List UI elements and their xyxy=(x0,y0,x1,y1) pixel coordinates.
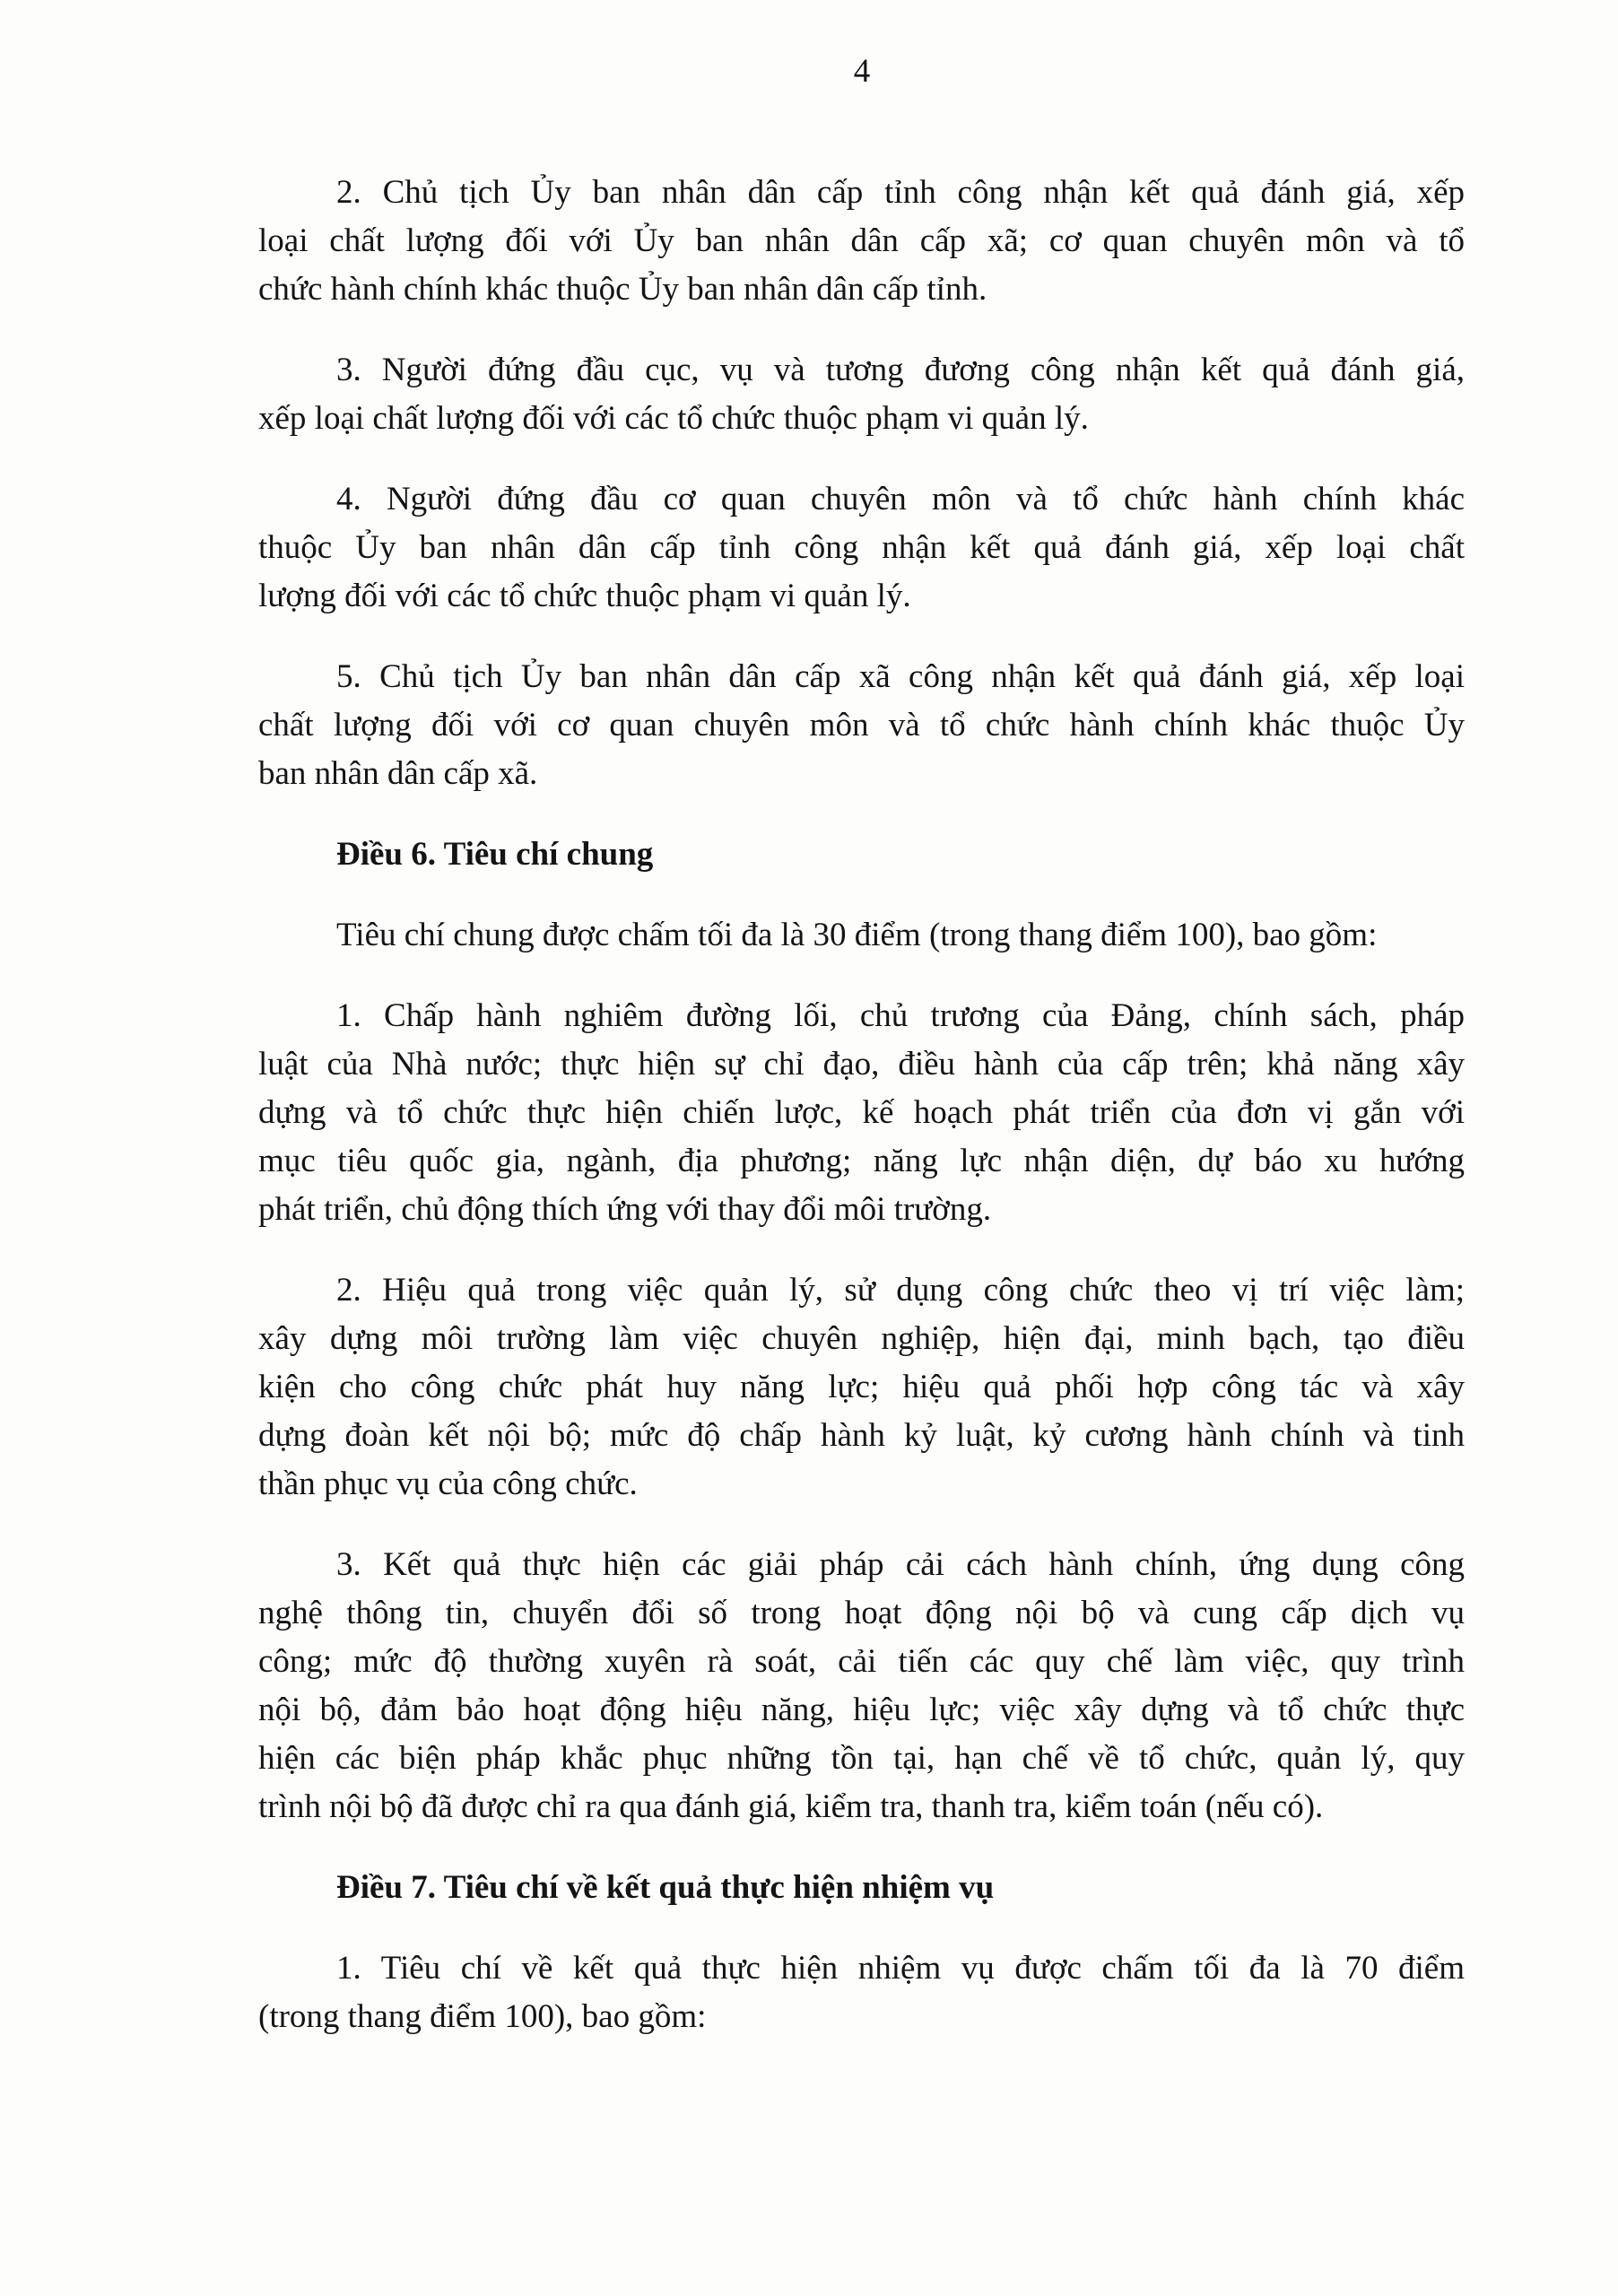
paragraph-line: phát triển, chủ động thích ứng với thay đổi môi trường. xyxy=(258,1191,992,1228)
paragraph-3 xyxy=(258,475,1465,621)
paragraph-line: 2. Chủ tịch Ủy ban nhân dân cấp tỉnh công nhận kết quả đánh giá, xếp xyxy=(336,174,1465,211)
paragraph-1 xyxy=(258,169,1465,314)
paragraph-2 xyxy=(258,346,1465,443)
paragraph-8 xyxy=(258,1541,1465,1831)
paragraph-line: 3. Kết quả thực hiện các giải pháp cải cách hành chính, ứng dụng công xyxy=(336,1546,1465,1583)
paragraph-line: xây dựng môi trường làm việc chuyên nghiệp, hiện đại, minh bạch, tạo điều xyxy=(258,1320,1465,1357)
article-heading-1 xyxy=(258,831,1465,879)
paragraph-line: Tiêu chí chung được chấm tối đa là 30 điểm (trong thang điểm 100), bao gồm: xyxy=(336,917,1378,953)
paragraph-4 xyxy=(258,653,1465,798)
paragraph-line: mục tiêu quốc gia, ngành, địa phương; năng lực nhận diện, dự báo xu hướng xyxy=(258,1143,1465,1179)
paragraph-line: hiện các biện pháp khắc phục những tồn tại, hạn chế về tổ chức, quản lý, quy xyxy=(258,1740,1465,1777)
paragraph-5 xyxy=(258,911,1465,960)
paragraph-line: 1. Chấp hành nghiêm đường lối, chủ trương của Đảng, chính sách, pháp xyxy=(336,997,1465,1034)
paragraph-6 xyxy=(258,992,1465,1234)
heading-text: Điều 6. Tiêu chí chung xyxy=(336,836,654,873)
heading-text: Điều 7. Tiêu chí về kết quả thực hiện nhiệm vụ xyxy=(336,1869,995,1906)
paragraph-line: 4. Người đứng đầu cơ quan chuyên môn và tổ chức hành chính khác xyxy=(336,481,1465,517)
paragraph-line: 3. Người đứng đầu cục, vụ và tương đương công nhận kết quả đánh giá, xyxy=(336,352,1465,388)
paragraph-line: trình nội bộ đã được chỉ ra qua đánh giá, kiểm tra, thanh tra, kiểm toán (nếu có). xyxy=(258,1788,1324,1825)
paragraph-line: chức hành chính khác thuộc Ủy ban nhân dân cấp tỉnh. xyxy=(258,271,987,308)
paragraph-line: xếp loại chất lượng đối với các tổ chức thuộc phạm vi quản lý. xyxy=(258,400,1089,437)
paragraph-line: 2. Hiệu quả trong việc quản lý, sử dụng công chức theo vị trí việc làm; xyxy=(336,1272,1465,1309)
paragraph-line: 1. Tiêu chí về kết quả thực hiện nhiệm vụ được chấm tối đa là 70 điểm xyxy=(336,1950,1465,1987)
paragraph-line: công; mức độ thường xuyên rà soát, cải tiến các quy chế làm việc, quy trình xyxy=(258,1643,1465,1680)
paragraph-line: chất lượng đối với cơ quan chuyên môn và tổ chức hành chính khác thuộc Ủy xyxy=(258,707,1465,744)
paragraph-9 xyxy=(258,1944,1465,2041)
paragraph-line: (trong thang điểm 100), bao gồm: xyxy=(258,1998,707,2035)
paragraph-line: lượng đối với các tổ chức thuộc phạm vi quản lý. xyxy=(258,578,911,614)
paragraph-line: loại chất lượng đối với Ủy ban nhân dân cấp xã; cơ quan chuyên môn và tổ xyxy=(258,222,1465,259)
paragraph-line: thần phục vụ của công chức. xyxy=(258,1465,638,1502)
paragraph-7 xyxy=(258,1266,1465,1509)
paragraph-line: thuộc Ủy ban nhân dân cấp tỉnh công nhận kết quả đánh giá, xếp loại chất xyxy=(258,529,1465,566)
article-heading-2 xyxy=(258,1864,1465,1912)
document-body xyxy=(258,169,1465,2074)
page-number: 4 xyxy=(853,53,871,90)
paragraph-line: kiện cho công chức phát huy năng lực; hiệu quả phối hợp công tác và xây xyxy=(258,1369,1465,1405)
paragraph-line: dựng đoàn kết nội bộ; mức độ chấp hành kỷ luật, kỷ cương hành chính và tinh xyxy=(258,1417,1465,1454)
paragraph-line: nghệ thông tin, chuyển đổi số trong hoạt động nội bộ và cung cấp dịch vụ xyxy=(258,1595,1465,1631)
paragraph-line: dựng và tổ chức thực hiện chiến lược, kế hoạch phát triển của đơn vị gắn với xyxy=(258,1094,1465,1131)
paragraph-line: ban nhân dân cấp xã. xyxy=(258,755,538,792)
paragraph-line: luật của Nhà nước; thực hiện sự chỉ đạo, điều hành của cấp trên; khả năng xây xyxy=(258,1046,1465,1083)
paragraph-line: 5. Chủ tịch Ủy ban nhân dân cấp xã công nhận kết quả đánh giá, xếp loại xyxy=(336,658,1465,695)
paragraph-line: nội bộ, đảm bảo hoạt động hiệu năng, hiệu lực; việc xây dựng và tổ chức thực xyxy=(258,1692,1465,1728)
